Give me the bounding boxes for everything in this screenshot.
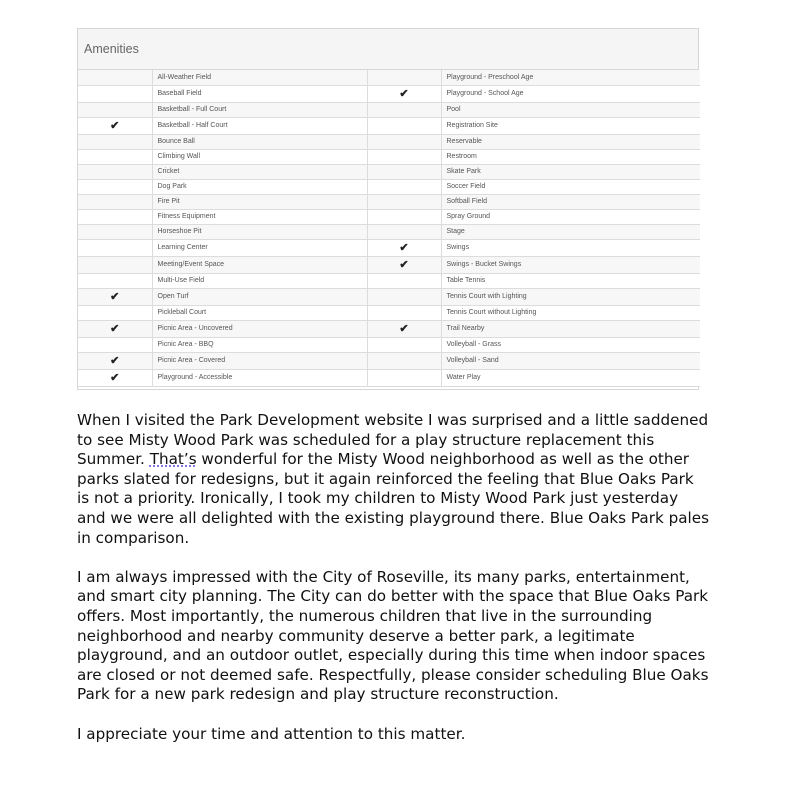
amenity-row <box>78 134 700 149</box>
amenity-right-check <box>367 179 441 194</box>
amenity-left-check <box>78 134 152 149</box>
amenity-right-name: Pool <box>441 102 700 117</box>
amenity-right-check <box>367 239 441 256</box>
amenity-left-check <box>78 102 152 117</box>
amenity-right-check <box>367 70 441 85</box>
amenity-right-check <box>367 273 441 288</box>
amenity-left-name: Cricket <box>152 164 367 179</box>
amenity-left-name: Basketball - Half Court <box>152 117 367 134</box>
amenity-left-name: Horseshoe Pit <box>152 224 367 239</box>
amenity-row <box>78 149 700 164</box>
amenity-right-check <box>367 194 441 209</box>
amenity-right-name: Registration Site <box>441 117 700 134</box>
amenity-row <box>78 194 700 209</box>
amenity-left-check <box>78 239 152 256</box>
amenity-right-check <box>367 256 441 273</box>
amenity-right-name: Spray Ground <box>441 209 700 224</box>
amenity-row <box>78 369 700 386</box>
amenity-left-name: All-Weather Field <box>152 70 367 85</box>
amenity-left-check <box>78 85 152 102</box>
amenity-left-name: Picnic Area - Uncovered <box>152 320 367 337</box>
amenity-left-name: Baseball Field <box>152 85 367 102</box>
amenity-right-name: Playground - Preschool Age <box>441 70 700 85</box>
amenity-row <box>78 320 700 337</box>
amenity-left-name: Meeting/Event Space <box>152 256 367 273</box>
amenity-left-check <box>78 273 152 288</box>
checkmark-icon: ✔ <box>399 259 409 271</box>
amenity-row <box>78 70 700 85</box>
amenity-left-name: Multi-Use Field <box>152 273 367 288</box>
amenity-right-name: Soccer Field <box>441 179 700 194</box>
amenity-right-name: Swings - Bucket Swings <box>441 256 700 273</box>
checkmark-icon: ✔ <box>110 291 120 303</box>
amenity-row <box>78 117 700 134</box>
amenity-row <box>78 209 700 224</box>
amenity-right-name: Playground - School Age <box>441 85 700 102</box>
amenity-right-name: Volleyball - Sand <box>441 352 700 369</box>
amenity-left-check <box>78 288 152 305</box>
amenity-left-check <box>78 179 152 194</box>
amenity-right-check <box>367 134 441 149</box>
amenity-right-check <box>367 337 441 352</box>
amenities-table <box>78 70 700 387</box>
amenity-left-check <box>78 209 152 224</box>
amenity-row <box>78 352 700 369</box>
amenity-left-name: Fitness Equipment <box>152 209 367 224</box>
amenity-left-check <box>78 149 152 164</box>
amenity-right-check <box>367 369 441 386</box>
amenities-panel <box>77 28 699 390</box>
amenity-right-name: Table Tennis <box>441 273 700 288</box>
amenity-right-check <box>367 102 441 117</box>
amenity-right-check <box>367 149 441 164</box>
letter-paragraph-1 <box>77 411 709 548</box>
letter-body <box>77 411 709 764</box>
amenity-right-check <box>367 224 441 239</box>
amenity-row <box>78 239 700 256</box>
amenity-right-check <box>367 288 441 305</box>
amenity-right-name: Softball Field <box>441 194 700 209</box>
amenity-row <box>78 273 700 288</box>
amenity-row <box>78 102 700 117</box>
amenity-right-check <box>367 117 441 134</box>
amenity-right-check <box>367 209 441 224</box>
amenity-left-name: Climbing Wall <box>152 149 367 164</box>
amenity-right-name: Skate Park <box>441 164 700 179</box>
amenity-row <box>78 85 700 102</box>
amenity-left-name: Bounce Ball <box>152 134 367 149</box>
amenity-right-check <box>367 164 441 179</box>
amenity-right-check <box>367 352 441 369</box>
amenity-right-name: Swings <box>441 239 700 256</box>
amenity-right-name: Volleyball - Grass <box>441 337 700 352</box>
letter-p1-start: When I visited the Park Development website I was surprised and a little saddened to see Misty Wood Park was scheduled for a play structure replacement this Summer. <box>77 411 709 469</box>
amenity-left-check <box>78 320 152 337</box>
amenity-left-check <box>78 117 152 134</box>
amenity-left-name: Fire Pit <box>152 194 367 209</box>
letter-p1-end: wonderful for the Misty Wood neighborhood as well as the other parks slated for redesigns, but it again reinforced the feeling that Blue Oaks Park is not a priority. Ironically, I took my children to Misty Wood Park just yesterday and we were all delighted with the existing playground there. Blue Oaks Park pales in comparison. <box>77 450 709 547</box>
amenity-right-check <box>367 85 441 102</box>
amenity-right-name: Tennis Court without Lighting <box>441 305 700 320</box>
amenity-left-name: Pickleball Court <box>152 305 367 320</box>
amenity-row <box>78 164 700 179</box>
amenity-right-name: Trail Nearby <box>441 320 700 337</box>
amenity-right-check <box>367 320 441 337</box>
amenity-right-name: Reservable <box>441 134 700 149</box>
amenity-row <box>78 224 700 239</box>
amenity-left-name: Open Turf <box>152 288 367 305</box>
letter-paragraph-2: I am always impressed with the City of Roseville, its many parks, entertainment, and smart city planning. The City can do better with the space that Blue Oaks Park offers. Most importantly, the numerous children that live in the surrounding neighborhood and nearby community deserve a better park, a legitimate playground, and an outdoor outlet, especially during this time when indoor spaces are closed or not deemed safe. Respectfully, please consider scheduling Blue Oaks Park for a new park redesign and play structure reconstruction. <box>77 567 709 704</box>
amenity-row <box>78 305 700 320</box>
amenity-left-name: Picnic Area - Covered <box>152 352 367 369</box>
amenity-left-check <box>78 369 152 386</box>
amenity-left-check <box>78 256 152 273</box>
amenity-left-check <box>78 194 152 209</box>
amenity-left-check <box>78 337 152 352</box>
amenity-left-check <box>78 305 152 320</box>
amenity-left-name: Basketball - Full Court <box>152 102 367 117</box>
checkmark-icon: ✔ <box>399 323 409 335</box>
checkmark-icon: ✔ <box>110 323 120 335</box>
amenity-row <box>78 179 700 194</box>
checkmark-icon: ✔ <box>110 120 120 132</box>
amenity-left-name: Dog Park <box>152 179 367 194</box>
letter-paragraph-3: I appreciate your time and attention to this matter. <box>77 724 466 743</box>
checkmark-icon: ✔ <box>110 355 120 367</box>
amenity-right-name: Stage <box>441 224 700 239</box>
amenity-row <box>78 337 700 352</box>
checkmark-icon: ✔ <box>110 372 120 384</box>
amenity-row <box>78 288 700 305</box>
amenity-right-check <box>367 305 441 320</box>
amenity-left-name: Learning Center <box>152 239 367 256</box>
amenity-right-name: Restroom <box>441 149 700 164</box>
amenity-right-name: Water Play <box>441 369 700 386</box>
amenity-left-check <box>78 224 152 239</box>
amenity-right-name: Tennis Court with Lighting <box>441 288 700 305</box>
spellcheck-flagged-word[interactable]: That’s <box>149 450 197 469</box>
amenity-left-name: Picnic Area - BBQ <box>152 337 367 352</box>
amenities-title: Amenities <box>78 29 698 70</box>
checkmark-icon: ✔ <box>399 88 409 100</box>
amenity-row <box>78 256 700 273</box>
amenity-left-check <box>78 70 152 85</box>
amenity-left-check <box>78 352 152 369</box>
amenity-left-name: Playground - Accessible <box>152 369 367 386</box>
checkmark-icon: ✔ <box>399 242 409 254</box>
amenities-table-body <box>78 70 700 386</box>
amenity-left-check <box>78 164 152 179</box>
